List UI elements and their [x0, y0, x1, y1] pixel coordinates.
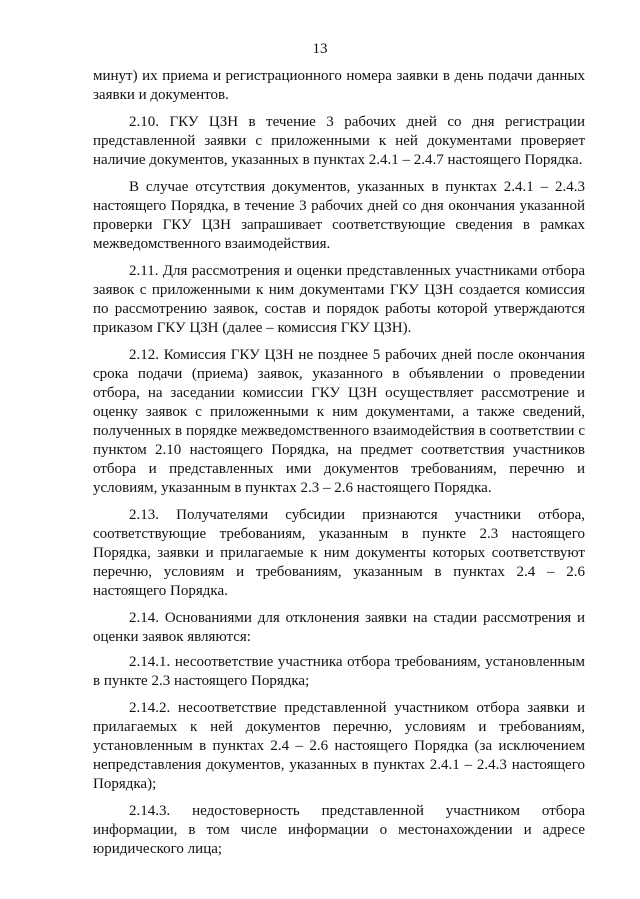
paragraph-2-14: 2.14. Основаниями для отклонения заявки на стадии рассмотрения и оценки заявок являются: [93, 610, 585, 645]
document-body [93, 67, 585, 867]
page-number: 13 [312, 41, 328, 57]
paragraph-2-11: 2.11. Для рассмотрения и оценки представленных участниками отбора заявок с приложенными к ним документами ГКУ ЦЗН создается комиссия по рассмотрению заявок, состав и порядок работы которой утверждаются приказом ГКУ ЦЗН (далее – комиссия ГКУ ЦЗН). [93, 263, 585, 336]
paragraph-2-14-1: 2.14.1. несоответствие участника отбора требованиям, установленным в пункте 2.3 настоящего Порядка; [93, 654, 585, 689]
paragraph-2-13: 2.13. Получателями субсидии признаются участники отбора, соответствующие требованиям, указанным в пункте 2.3 настоящего Порядка, заявки и прилагаемые к ним документы которых соответствуют перечню, условиям и требованиям, указанным в пунктах 2.4 – 2.6 настоящего Порядка. [93, 507, 585, 599]
paragraph-2-12: 2.12. Комиссия ГКУ ЦЗН не позднее 5 рабочих дней после окончания срока подачи (приема) заявок, указанного в объявлении о проведении отбора, на заседании комиссии ГКУ ЦЗН осуществляет рассмотрение и оценку заявок с приложенными к ним документами, а также сведений, полученных в порядке межведомственного взаимодействия в соответствии с пунктом 2.10 настоящего Порядка, на предмет соответствия участников отбора и представленных ими документов требованиям, перечню и условиям, указанным в пунктах 2.3 – 2.6 настоящего Порядка. [93, 347, 585, 496]
paragraph-2-10: 2.10. ГКУ ЦЗН в течение 3 рабочих дней со дня регистрации представленной заявки с приложенными к ней документами проверяет наличие документов, указанных в пунктах 2.4.1 – 2.4.7 настоящего Порядка. [93, 114, 585, 168]
paragraph-missing-documents: В случае отсутствия документов, указанных в пунктах 2.4.1 – 2.4.3 настоящего Порядка, в течение 3 рабочих дней со дня окончания указанной проверки ГКУ ЦЗН запрашивает соответствующие сведения в рамках межведомственного взаимодействия. [93, 179, 585, 252]
paragraph-continuation: минут) их приема и регистрационного номера заявки в день подачи данных заявки и документов. [93, 68, 585, 103]
paragraph-2-14-2: 2.14.2. несоответствие представленной участником отбора заявки и прилагаемых к ней документов перечню, условиям и требованиям, установленным в пунктах 2.4 – 2.6 настоящего Порядка (за исключением непредставления документов, указанных в пунктах 2.4.1 – 2.4.3 настоящего Порядка); [93, 700, 585, 792]
paragraph-2-14-3: 2.14.3. недостоверность представленной участником отбора информации, в том числе информации о местонахождении и адресе юридического лица; [93, 803, 585, 857]
